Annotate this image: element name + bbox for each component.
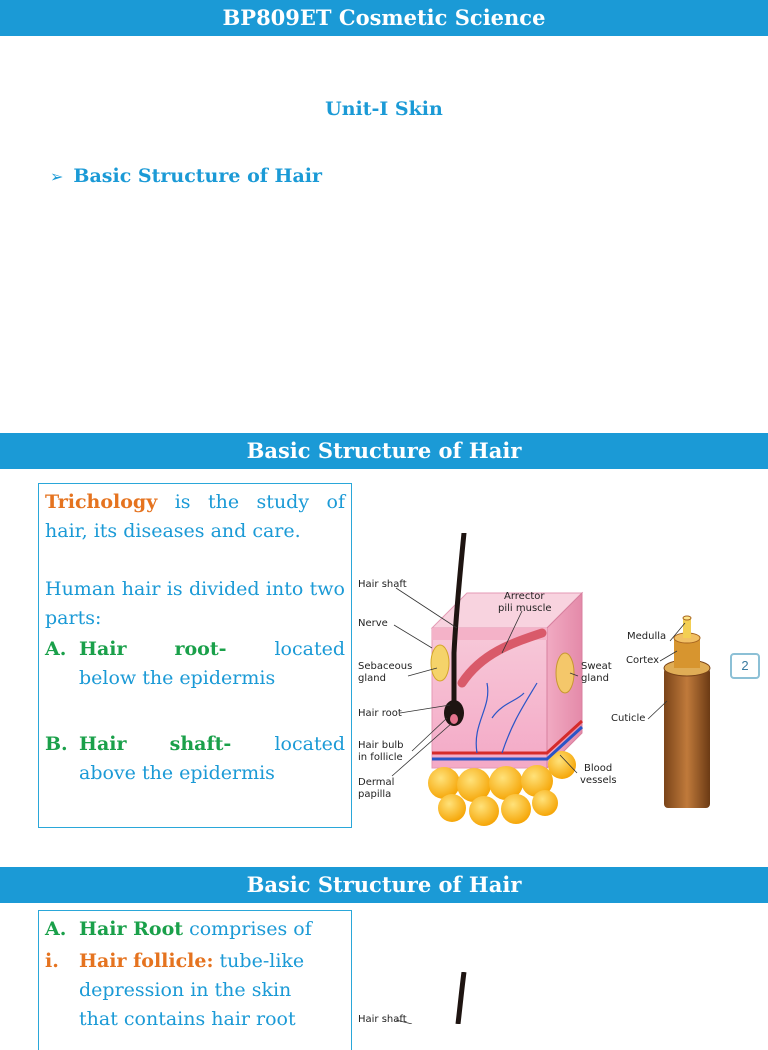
list-marker: B. [45,733,68,755]
bullet-text: Basic Structure of Hair [73,165,323,187]
sweat-gland-shape [556,653,574,693]
hair-anatomy-diagram [352,533,727,833]
label-blood-2: vessels [580,775,617,786]
label-dermal-1: Dermal [358,777,395,788]
hair-strand [458,972,464,1024]
bullet-item [50,165,322,187]
trichology-definition [45,488,345,546]
sebaceous-gland-shape [431,645,449,681]
item-word: Hair [79,733,127,755]
slide-3 [0,867,768,1030]
label-hair-root: Hair root [358,708,402,719]
label-sweat-1: Sweat [581,661,612,672]
definition-text: is the study of hair, its diseases and care. [45,491,345,542]
label-cuticle: Cuticle [611,713,646,724]
slide-1 [0,0,768,425]
slide-3-header: Basic Structure of Hair [0,867,768,903]
medulla-top [683,616,691,620]
list-marker: i. [45,950,59,972]
item-word: root- [174,638,227,660]
list-item-b [45,730,345,788]
label-dermal-2: papilla [358,789,392,800]
label-sebaceous-2: gland [358,673,386,684]
slide-2 [0,433,768,853]
hair-shaft-section [664,668,710,808]
medulla-section [683,618,691,638]
label-arrector-1: Arrector [504,591,545,602]
label-hair-shaft: Hair shaft [358,1014,407,1024]
skin-front-face [432,628,547,768]
dermal-papilla-shape [450,714,458,724]
label-hair-bulb-2: in follicle [358,752,403,763]
list-item-a [45,915,345,944]
item-rest: below the epidermis [79,667,276,689]
text-box [38,483,352,828]
item-rest: above the epidermis [79,762,275,784]
follicle-desc: depression in the skin [79,979,292,1001]
item-word: Hair [79,638,127,660]
trichology-term: Trichology [45,491,158,513]
label-hair-bulb-1: Hair bulb [358,740,404,751]
label-medulla: Medulla [627,631,667,642]
intro-text: Human hair is divided into two parts: [45,578,345,629]
label-arrector-2: pili muscle [498,603,552,614]
hair-follicle-term: Hair follicle: [79,950,214,972]
item-word: shaft- [169,733,232,755]
page-number-badge: 2 [730,653,760,679]
item-word: located [274,733,345,755]
list-marker: A. [45,638,67,660]
list-item-a [45,635,345,693]
unit-title: Unit-I Skin [325,98,443,120]
slide-1-header: BP809ET Cosmetic Science [0,0,768,36]
arrow-bullet-icon: ➢ [50,167,64,186]
follicle-desc: tube-like [213,950,305,972]
label-blood-1: Blood [584,763,613,774]
list-marker: A. [45,918,67,940]
follicle-desc: that contains hair root [79,1008,296,1030]
hair-diagram-partial [352,972,502,1024]
slide-2-header: Basic Structure of Hair [0,433,768,469]
hair-root-term: Hair Root [79,918,184,940]
label-sebaceous-1: Sebaceous [358,661,413,672]
comprises-text: comprises of [183,918,312,940]
label-sweat-2: gland [581,673,609,684]
label-hair-shaft: Hair shaft [358,579,407,590]
text-box-3 [38,910,352,1050]
label-cortex: Cortex [626,655,660,666]
list-item-i [45,947,345,1034]
item-word: located [274,638,345,660]
label-nerve: Nerve [358,618,388,629]
